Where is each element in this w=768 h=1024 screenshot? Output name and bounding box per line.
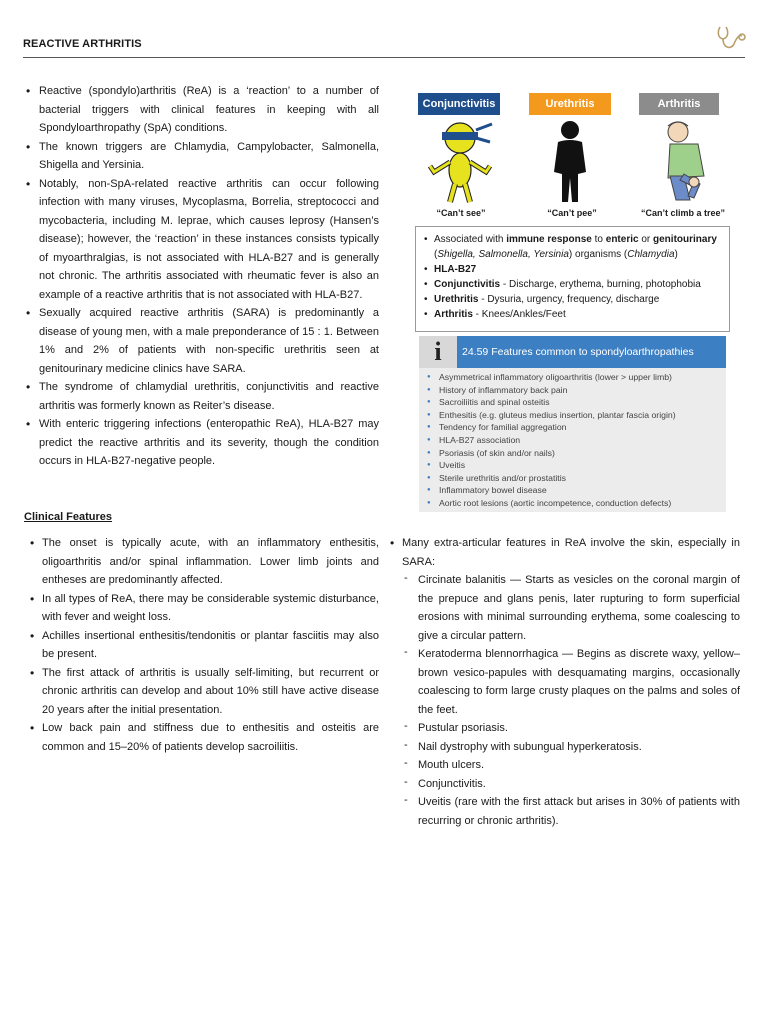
list-item: ● Inflammatory bowel disease [427, 484, 676, 497]
sub-list-item: - Circinate balanitis — Starts as vesicles on the coronal margin of the prepuce and glans penis, later rupturing to form superficial erosions with minimal surrounding erythema, some coalescing to give a circular pattern. [388, 571, 740, 645]
quote-cant-pee: “Can’t pee” [547, 208, 597, 218]
list-item: ● History of inflammatory back pain [427, 384, 676, 397]
list-item: ● Uveitis [427, 459, 676, 472]
sub-list-item: - Uveitis (rare with the first attack but arises in 30% of patients with recurring or chronic arthritis). [388, 793, 740, 830]
list-item: ● Asymmetrical inflammatory oligoarthritis (lower > upper limb) [427, 371, 676, 384]
intro-bullet-list [24, 82, 379, 471]
sub-list-item: - Pustular psoriasis. [388, 719, 740, 738]
conjunctivitis-label: Conjunctivitis [418, 93, 500, 115]
arthritis-label: Arthritis [639, 93, 719, 115]
quote-cant-climb: “Can’t climb a tree” [640, 208, 726, 218]
urethritis-label: Urethritis [529, 93, 611, 115]
knee-pain-figure-icon [650, 118, 716, 204]
list-item: ● Aortic root lesions (aortic incompetence, conduction defects) [427, 497, 676, 510]
list-item: • Sexually acquired reactive arthritis (SARA) is predominantly a disease of young men, with a male preponderance of 15 : 1. Between 1% and 2% of patients with non-specific urethritis seen at genitourinary medicine clinics have SARA. [24, 304, 379, 378]
list-item: • The known triggers are Chlamydia, Campylobacter, Salmonella, Shigella and Yersinia. [24, 138, 379, 175]
silhouette-figure-icon [540, 118, 600, 204]
quote-cant-see: “Can’t see” [436, 208, 486, 218]
list-item: • Achilles insertional enthesitis/tendonitis or plantar fasciitis may also be present. [28, 627, 379, 664]
assoc-line-immune: • Associated with immune response to enteric or genitourinary (Shigella, Salmonella, Yersinia) organisms (Chlamydia) [424, 232, 721, 262]
sub-list-item: - Keratoderma blennorrhagica — Begins as discrete waxy, yellow–brown vesico-papules with desquamating margins, occasionally coalescing to form large crusty plaques on the palms and soles of the feet. [388, 645, 740, 719]
blindfolded-figure-icon [420, 118, 500, 204]
list-item: • The syndrome of chlamydial urethritis, conjunctivitis and reactive arthritis was formerly known as Reiter’s disease. [24, 378, 379, 415]
assoc-line-hla: • HLA-B27 [424, 262, 721, 277]
assoc-line-arthritis: • Arthritis - Knees/Ankles/Feet [424, 307, 721, 322]
list-item: ● HLA-B27 association [427, 434, 676, 447]
list-item: • In all types of ReA, there may be considerable systemic disturbance, with fever and weight loss. [28, 590, 379, 627]
assoc-line-conjunctivitis: • Conjunctivitis - Discharge, erythema, burning, photophobia [424, 277, 721, 292]
stethoscope-icon [714, 24, 748, 52]
features-list [427, 371, 676, 510]
features-box-title: 24.59 Features common to spondyloarthropathies [462, 346, 694, 358]
sub-list-item: - Nail dystrophy with subungual hyperkeratosis. [388, 738, 740, 757]
clinical-left-list [28, 534, 379, 756]
list-item: ● Sacroiliitis and spinal osteitis [427, 396, 676, 409]
list-item: ● Tendency for familial aggregation [427, 421, 676, 434]
sub-list-item: - Conjunctivitis. [388, 775, 740, 794]
list-item: • The first attack of arthritis is usually self-limiting, but recurrent or chronic arthritis can develop and about 10% still have active disease 20 years after the initial presentation. [28, 664, 379, 720]
association-box [415, 226, 730, 332]
page-title: REACTIVE ARTHRITIS [23, 38, 142, 50]
list-item: • Many extra-articular features in ReA involve the skin, especially in SARA: [388, 534, 740, 571]
features-box-header [419, 336, 726, 368]
assoc-line-urethritis: • Urethritis - Dysuria, urgency, frequency, discharge [424, 292, 721, 307]
clinical-features-heading: Clinical Features [24, 511, 113, 523]
list-item: • Low back pain and stiffness due to enthesitis and osteitis are common and 15–20% of patients develop sacroiliitis. [28, 719, 379, 756]
list-item: • Notably, non-SpA-related reactive arthritis can occur following infection with many viruses, Mycoplasma, Borrelia, streptococci and mycobacteria, including M. leprae, which causes leprosy (Hansen’s disease); however, the ‘reaction’ in these instances consists typically of myoarthralgias, is not associated with HLA-B27 and is generally not chronic. The arthritis associated with rheumatic fever is also an example of a reactive arthritis that is not associated with HLA-B27. [24, 175, 379, 305]
list-item: ● Enthesitis (e.g. gluteus medius insertion, plantar fascia origin) [427, 409, 676, 422]
clinical-right-list [388, 534, 740, 830]
list-item: • The onset is typically acute, with an inflammatory enthesitis, oligoarthritis and/or spinal inflammation. Lower limb joints and entheses are predominantly affected. [28, 534, 379, 590]
triad-illustration [412, 88, 732, 224]
sub-list-item: - Mouth ulcers. [388, 756, 740, 775]
header-divider [23, 57, 745, 58]
spa-features-box [419, 336, 726, 512]
list-item: • Reactive (spondylo)arthritis (ReA) is a ‘reaction’ to a number of bacterial triggers with clinical features in keeping with all Spondyloarthropathy (SpA) conditions. [24, 82, 379, 138]
list-item: ● Psoriasis (of skin and/or nails) [427, 447, 676, 460]
info-icon: i [419, 336, 457, 368]
list-item: • With enteric triggering infections (enteropathic ReA), HLA-B27 may predict the reactive arthritis and its severity, though the condition occurs in HLA-B27-negative people. [24, 415, 379, 471]
list-item: ● Sterile urethritis and/or prostatitis [427, 472, 676, 485]
